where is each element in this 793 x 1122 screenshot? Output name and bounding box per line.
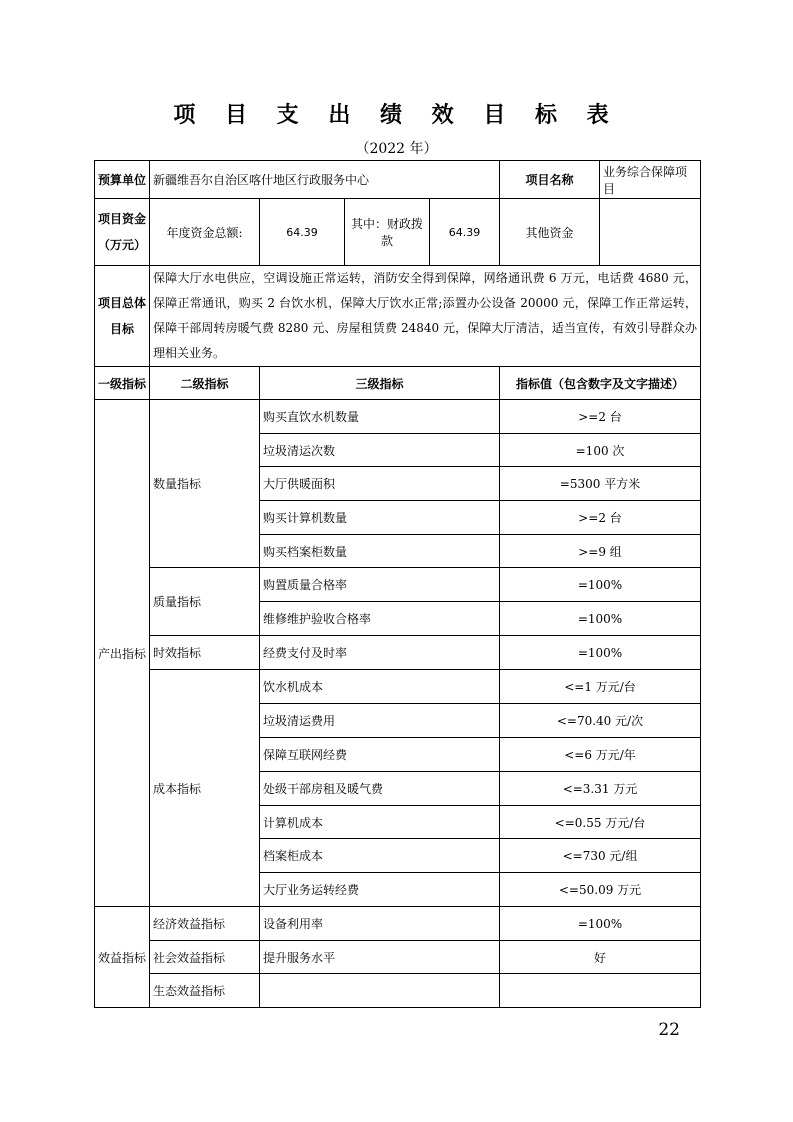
project-name-label: 项目名称 [500, 161, 600, 199]
indicator-value: =5300 平方米 [500, 467, 701, 501]
year-label: （2022 年） [355, 141, 438, 157]
indicator-value: =100% [500, 568, 701, 602]
sub-ecological: 生态效益指标 [150, 974, 260, 1008]
fiscal-funds-label: 其中：财政拨款 [345, 199, 430, 266]
sub-quantity: 数量指标 [150, 400, 260, 568]
indicator-value: <=70.40 元/次 [500, 704, 701, 738]
indicator-value: >=9 组 [500, 535, 701, 568]
funds-label: 项目资金（万元） [95, 199, 150, 266]
indicator-name: 垃圾清运费用 [260, 704, 500, 738]
indicator-name: 保障互联网经费 [260, 738, 500, 772]
goal-text: 保障大厅水电供应，空调设施正常运转，消防安全得到保障，网络通讯费 6 万元，电话费 4680 元，保障正常通讯，购买 2 台饮水机，保障大厅饮水正常;添置办公设备 20000 元，保障工作正常运转，保障干部周转房暖气费 8280 元、房屋租赁费 24840 元，保障大厅清洁，适当宣传，有效引导群众办理相关业务。 [150, 266, 701, 367]
indicator-name: 处级干部房租及暖气费 [260, 772, 500, 806]
indicator-name: 垃圾清运次数 [260, 434, 500, 467]
sub-economic: 经济效益指标 [150, 907, 260, 941]
other-funds-value [600, 199, 701, 266]
sub-social: 社会效益指标 [150, 941, 260, 974]
table-row [95, 367, 701, 400]
indicator-name: 计算机成本 [260, 806, 500, 839]
group-output: 产出指标 [95, 400, 150, 907]
table-row [95, 568, 701, 602]
indicator-name [260, 974, 500, 1008]
indicator-name: 购买档案柜数量 [260, 535, 500, 568]
indicator-name: 大厅业务运转经费 [260, 873, 500, 907]
indicator-value: =100% [500, 602, 701, 636]
col-level1: 一级指标 [95, 367, 150, 400]
indicator-value: >=2 台 [500, 501, 701, 535]
total-funds-value: 64.39 [260, 199, 345, 266]
indicator-name: 购买计算机数量 [260, 501, 500, 535]
indicator-value: 好 [500, 941, 701, 974]
indicator-name: 提升服务水平 [260, 941, 500, 974]
table-row [95, 199, 701, 266]
col-indicator-value: 指标值（包含数字及文字描述） [500, 367, 701, 400]
indicator-value: =100% [500, 636, 701, 670]
table-row [95, 400, 701, 434]
group-benefit: 效益指标 [95, 907, 150, 1008]
fiscal-funds-value: 64.39 [430, 199, 500, 266]
table-row [95, 161, 701, 199]
indicator-value: >=2 台 [500, 400, 701, 434]
indicator-value: =100% [500, 907, 701, 941]
indicator-value: <=6 万元/年 [500, 738, 701, 772]
indicator-name: 档案柜成本 [260, 839, 500, 873]
table-row [95, 636, 701, 670]
indicator-value: <=730 元/组 [500, 839, 701, 873]
indicator-name: 大厅供暖面积 [260, 467, 500, 501]
indicator-value: <=3.31 万元 [500, 772, 701, 806]
col-level3: 三级指标 [260, 367, 500, 400]
table-row [95, 974, 701, 1008]
table-row [95, 670, 701, 704]
sub-cost: 成本指标 [150, 670, 260, 907]
indicator-value: <=50.09 万元 [500, 873, 701, 907]
page-number: 22 [658, 1020, 680, 1040]
col-level2: 二级指标 [150, 367, 260, 400]
other-funds-label: 其他资金 [500, 199, 600, 266]
indicator-value [500, 974, 701, 1008]
indicator-name: 购买直饮水机数量 [260, 400, 500, 434]
budget-unit-value: 新疆维吾尔自治区喀什地区行政服务中心 [150, 161, 500, 199]
sub-quality: 质量指标 [150, 568, 260, 636]
indicator-name: 购置质量合格率 [260, 568, 500, 602]
sub-timeliness: 时效指标 [150, 636, 260, 670]
indicator-value: <=1 万元/台 [500, 670, 701, 704]
page-title: 项 目 支 出 绩 效 目 标 表 [173, 103, 620, 128]
indicator-name: 维修维护验收合格率 [260, 602, 500, 636]
indicator-name: 饮水机成本 [260, 670, 500, 704]
performance-table [94, 160, 701, 1008]
table-row [95, 907, 701, 941]
goal-label: 项目总体目标 [95, 266, 150, 367]
indicator-name: 设备利用率 [260, 907, 500, 941]
indicator-value: =100 次 [500, 434, 701, 467]
project-name-value: 业务综合保障项目 [600, 161, 701, 199]
total-funds-label: 年度资金总额: [150, 199, 260, 266]
table-row [95, 941, 701, 974]
budget-unit-label: 预算单位 [95, 161, 150, 199]
indicator-name: 经费支付及时率 [260, 636, 500, 670]
table-row [95, 266, 701, 367]
indicator-value: <=0.55 万元/台 [500, 806, 701, 839]
